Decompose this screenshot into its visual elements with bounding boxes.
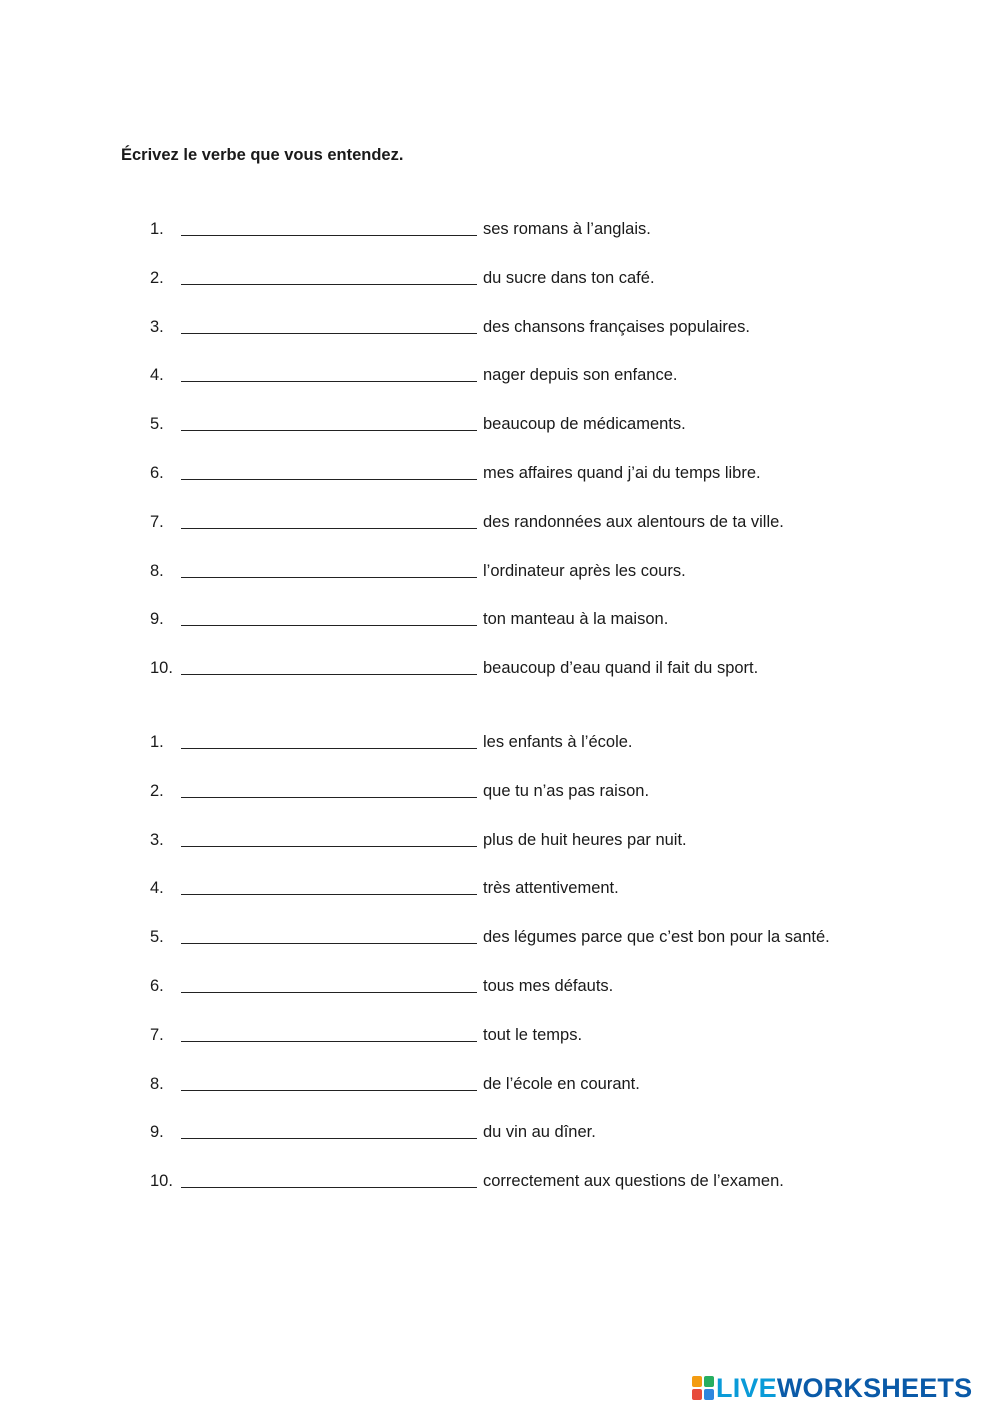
item-sentence-text: correctement aux questions de l’examen. bbox=[483, 1172, 784, 1191]
item-number: 5. bbox=[150, 928, 164, 947]
answer-blank-input[interactable] bbox=[181, 973, 477, 993]
exercise-item bbox=[150, 509, 930, 558]
answer-blank-input[interactable] bbox=[181, 216, 477, 236]
item-number: 8. bbox=[150, 561, 164, 580]
item-sentence-text: des légumes parce que c’est bon pour la santé. bbox=[483, 928, 830, 947]
item-sentence-text: très attentivement. bbox=[483, 879, 619, 898]
exercise-item bbox=[150, 827, 930, 876]
exercise-item bbox=[150, 460, 930, 509]
exercise-item bbox=[150, 558, 930, 607]
exercise-item bbox=[150, 216, 930, 265]
liveworksheets-logo-icon bbox=[692, 1376, 714, 1400]
item-sentence-text: ton manteau à la maison. bbox=[483, 610, 669, 629]
item-sentence-text: plus de huit heures par nuit. bbox=[483, 830, 687, 849]
logo-square-red bbox=[692, 1389, 702, 1400]
answer-blank-input[interactable] bbox=[181, 1119, 477, 1139]
answer-blank-input[interactable] bbox=[181, 606, 477, 626]
item-number: 4. bbox=[150, 366, 164, 385]
item-sentence-text: du sucre dans ton café. bbox=[483, 268, 655, 287]
item-sentence-text: tous mes défauts. bbox=[483, 976, 614, 995]
exercise-item bbox=[150, 1071, 930, 1120]
answer-blank-input[interactable] bbox=[181, 314, 477, 334]
item-sentence-text: ses romans à l’anglais. bbox=[483, 220, 651, 238]
answer-blank-input[interactable] bbox=[181, 1071, 477, 1091]
exercise-list-1 bbox=[150, 216, 930, 704]
exercise-item bbox=[150, 924, 930, 973]
answer-blank-input[interactable] bbox=[181, 265, 477, 285]
exercise-item bbox=[150, 1168, 930, 1217]
item-sentence-text: mes affaires quand j’ai du temps libre. bbox=[483, 463, 761, 482]
answer-blank-input[interactable] bbox=[181, 411, 477, 431]
answer-blank-input[interactable] bbox=[181, 875, 477, 895]
exercise-item bbox=[150, 729, 930, 778]
answer-blank-input[interactable] bbox=[181, 1022, 477, 1042]
answer-blank-input[interactable] bbox=[181, 729, 477, 749]
exercise-item bbox=[150, 265, 930, 314]
exercise-item bbox=[150, 314, 930, 363]
item-sentence-text: que tu n’as pas raison. bbox=[483, 781, 650, 800]
item-number: 10. bbox=[150, 659, 173, 678]
answer-blank-input[interactable] bbox=[181, 362, 477, 382]
logo-text bbox=[716, 1373, 972, 1404]
page-title: Écrivez le verbe que vous entendez. bbox=[121, 146, 404, 164]
answer-blank-input[interactable] bbox=[181, 827, 477, 847]
item-sentence-text: les enfants à l’école. bbox=[483, 733, 633, 751]
exercise-item bbox=[150, 1022, 930, 1071]
logo-text-worksheets: WORKSHEETS bbox=[776, 1372, 973, 1403]
item-number: 9. bbox=[150, 1123, 164, 1142]
item-number: 1. bbox=[150, 220, 164, 238]
item-sentence-text: des chansons françaises populaires. bbox=[483, 317, 750, 336]
item-number: 8. bbox=[150, 1074, 164, 1093]
item-sentence-text: beaucoup d’eau quand il fait du sport. bbox=[483, 659, 759, 678]
item-number: 2. bbox=[150, 268, 164, 287]
logo-square-blue bbox=[704, 1389, 714, 1400]
item-number: 3. bbox=[150, 317, 164, 336]
item-number: 3. bbox=[150, 830, 164, 849]
exercise-item bbox=[150, 1119, 930, 1168]
answer-blank-input[interactable] bbox=[181, 655, 477, 675]
exercise-item bbox=[150, 411, 930, 460]
answer-blank-input[interactable] bbox=[181, 558, 477, 578]
exercise-item bbox=[150, 606, 930, 655]
item-number: 10. bbox=[150, 1172, 173, 1191]
item-sentence-text: beaucoup de médicaments. bbox=[483, 415, 686, 434]
exercise-item bbox=[150, 362, 930, 411]
logo-square-orange bbox=[692, 1376, 702, 1387]
item-sentence-text: tout le temps. bbox=[483, 1025, 583, 1044]
item-number: 6. bbox=[150, 976, 164, 995]
exercise-item bbox=[150, 655, 930, 704]
item-sentence-text: nager depuis son enfance. bbox=[483, 366, 678, 385]
logo-square-green bbox=[704, 1376, 714, 1387]
exercise-item bbox=[150, 778, 930, 827]
answer-blank-input[interactable] bbox=[181, 778, 477, 798]
answer-blank-input[interactable] bbox=[181, 1168, 477, 1188]
answer-blank-input[interactable] bbox=[181, 460, 477, 480]
exercise-list-2 bbox=[150, 729, 930, 1217]
item-number: 2. bbox=[150, 781, 164, 800]
item-number: 4. bbox=[150, 879, 164, 898]
item-sentence-text: du vin au dîner. bbox=[483, 1123, 596, 1142]
exercise-item bbox=[150, 875, 930, 924]
item-number: 7. bbox=[150, 1025, 164, 1044]
item-number: 7. bbox=[150, 512, 164, 531]
item-sentence-text: de l’école en courant. bbox=[483, 1074, 640, 1093]
liveworksheets-logo bbox=[692, 1373, 972, 1403]
item-number: 6. bbox=[150, 463, 164, 482]
logo-text-live: LIVE bbox=[716, 1372, 777, 1403]
item-number: 9. bbox=[150, 610, 164, 629]
answer-blank-input[interactable] bbox=[181, 924, 477, 944]
item-number: 5. bbox=[150, 415, 164, 434]
item-sentence-text: des randonnées aux alentours de ta ville. bbox=[483, 512, 784, 531]
answer-blank-input[interactable] bbox=[181, 509, 477, 529]
exercise-item bbox=[150, 973, 930, 1022]
item-sentence-text: l’ordinateur après les cours. bbox=[483, 561, 686, 580]
item-number: 1. bbox=[150, 733, 164, 751]
